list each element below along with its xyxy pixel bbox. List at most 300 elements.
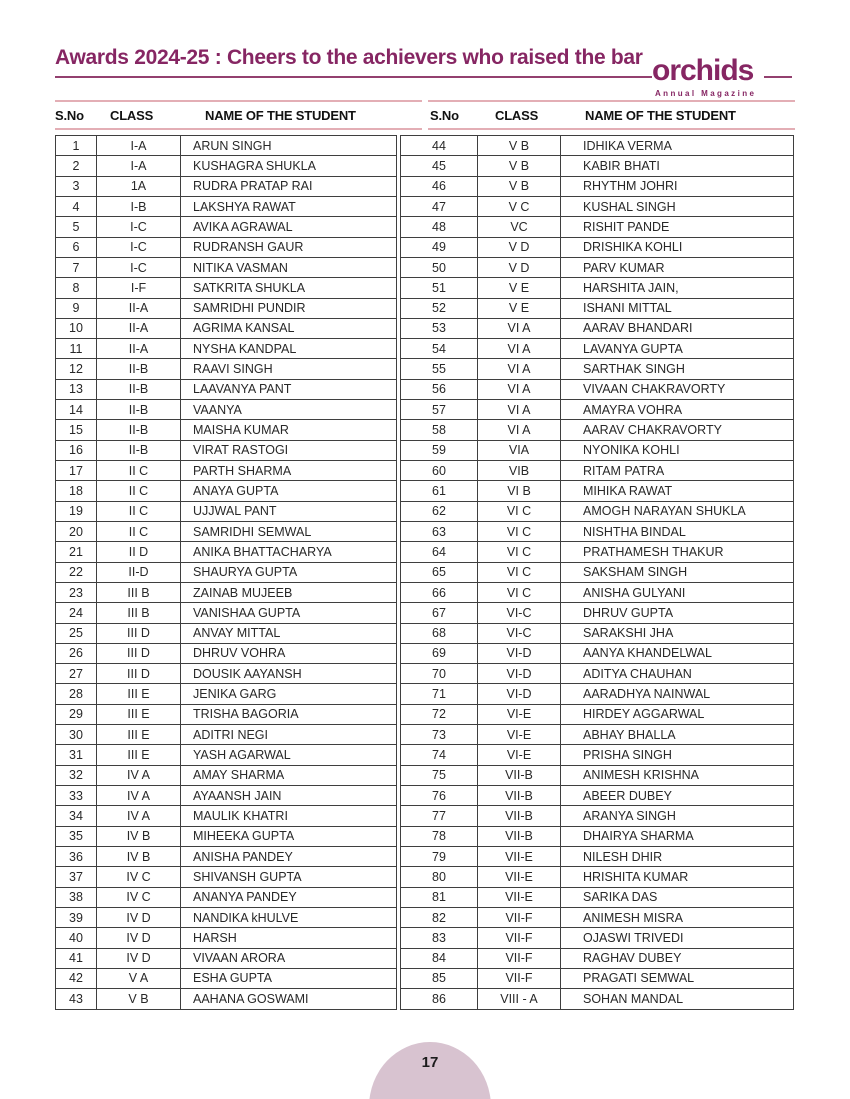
student-name-cell: ANANYA PANDEY: [181, 887, 397, 907]
table-row: [56, 745, 397, 765]
sno-cell: 67: [401, 603, 478, 623]
sno-cell: 16: [56, 440, 97, 460]
sno-cell: 69: [401, 643, 478, 663]
table-row: [56, 826, 397, 846]
class-cell: VI C: [478, 562, 561, 582]
class-cell: II C: [97, 461, 181, 481]
class-cell: I-C: [97, 217, 181, 237]
sno-cell: 25: [56, 623, 97, 643]
table-row: [401, 684, 794, 704]
table-row: [401, 298, 794, 318]
table-row: [56, 461, 397, 481]
sno-cell: 5: [56, 217, 97, 237]
student-name-cell: RHYTHM JOHRI: [561, 176, 794, 196]
student-name-cell: ANISHA PANDEY: [181, 846, 397, 866]
table-row: [401, 928, 794, 948]
student-name-cell: UJJWAL PANT: [181, 501, 397, 521]
class-cell: III B: [97, 582, 181, 602]
table-row: [56, 846, 397, 866]
sno-cell: 9: [56, 298, 97, 318]
class-cell: III D: [97, 623, 181, 643]
sno-cell: 50: [401, 257, 478, 277]
sno-cell: 68: [401, 623, 478, 643]
sno-cell: 64: [401, 542, 478, 562]
student-name-cell: AARAV BHANDARI: [561, 318, 794, 338]
sno-cell: 41: [56, 948, 97, 968]
class-cell: IV A: [97, 806, 181, 826]
table-row: [401, 562, 794, 582]
student-name-cell: AMAY SHARMA: [181, 765, 397, 785]
class-cell: VI-D: [478, 664, 561, 684]
student-name-cell: VIRAT RASTOGI: [181, 440, 397, 460]
table-row: [401, 664, 794, 684]
student-name-cell: PRISHA SINGH: [561, 745, 794, 765]
table-row: [56, 786, 397, 806]
sno-cell: 2: [56, 156, 97, 176]
student-name-cell: MAISHA KUMAR: [181, 420, 397, 440]
class-cell: V A: [97, 968, 181, 988]
sno-cell: 59: [401, 440, 478, 460]
table-row: [401, 725, 794, 745]
sno-cell: 61: [401, 481, 478, 501]
table-row: [401, 196, 794, 216]
table-row: [56, 298, 397, 318]
student-name-cell: PARV KUMAR: [561, 257, 794, 277]
sno-cell: 38: [56, 887, 97, 907]
table-row: [56, 684, 397, 704]
table-row: [56, 156, 397, 176]
student-name-cell: RISHIT PANDE: [561, 217, 794, 237]
sno-cell: 48: [401, 217, 478, 237]
student-name-cell: LAVANYA GUPTA: [561, 339, 794, 359]
table-row: [401, 846, 794, 866]
table-row: [56, 725, 397, 745]
sno-cell: 10: [56, 318, 97, 338]
student-name-cell: ARUN SINGH: [181, 136, 397, 156]
table-row: [401, 400, 794, 420]
sno-cell: 28: [56, 684, 97, 704]
student-name-cell: HIRDEY AGGARWAL: [561, 704, 794, 724]
student-name-cell: AARADHYA NAINWAL: [561, 684, 794, 704]
sno-cell: 22: [56, 562, 97, 582]
sno-cell: 52: [401, 298, 478, 318]
table-row: [401, 420, 794, 440]
sno-cell: 75: [401, 765, 478, 785]
table-row: [401, 359, 794, 379]
table-row: [56, 420, 397, 440]
table-row: [401, 136, 794, 156]
sno-cell: 82: [401, 907, 478, 927]
class-cell: VI-E: [478, 745, 561, 765]
sno-cell: 73: [401, 725, 478, 745]
class-cell: VII-B: [478, 765, 561, 785]
sno-cell: 15: [56, 420, 97, 440]
class-cell: II-B: [97, 359, 181, 379]
sno-cell: 66: [401, 582, 478, 602]
student-name-cell: AMAYRA VOHRA: [561, 400, 794, 420]
class-cell: V D: [478, 237, 561, 257]
class-cell: VII-B: [478, 786, 561, 806]
student-name-cell: DOUSIK AAYANSH: [181, 664, 397, 684]
table-row: [401, 603, 794, 623]
table-row: [56, 359, 397, 379]
sno-cell: 65: [401, 562, 478, 582]
class-cell: IV B: [97, 826, 181, 846]
sno-cell: 43: [56, 989, 97, 1010]
table-row: [401, 318, 794, 338]
class-cell: II-B: [97, 400, 181, 420]
student-name-cell: LAAVANYA PANT: [181, 379, 397, 399]
class-cell: IV A: [97, 765, 181, 785]
table-row: [401, 379, 794, 399]
table-row: [56, 257, 397, 277]
sno-cell: 20: [56, 521, 97, 541]
table-row: [401, 156, 794, 176]
student-name-cell: ANIMESH KRISHNA: [561, 765, 794, 785]
sno-cell: 27: [56, 664, 97, 684]
student-name-cell: AAHANA GOSWAMI: [181, 989, 397, 1010]
sno-cell: 7: [56, 257, 97, 277]
student-name-cell: PRATHAMESH THAKUR: [561, 542, 794, 562]
sno-cell: 56: [401, 379, 478, 399]
table-row: [401, 623, 794, 643]
sno-cell: 45: [401, 156, 478, 176]
awards-table-left: [55, 135, 397, 1010]
table-row: [56, 562, 397, 582]
student-name-cell: SARTHAK SINGH: [561, 359, 794, 379]
table-row: [56, 379, 397, 399]
class-cell: VI A: [478, 359, 561, 379]
student-name-cell: IDHIKA VERMA: [561, 136, 794, 156]
sno-cell: 81: [401, 887, 478, 907]
column-header-name: NAME OF THE STUDENT: [205, 108, 356, 123]
table-row: [56, 928, 397, 948]
table-row: [56, 217, 397, 237]
student-name-cell: ADITRI NEGI: [181, 725, 397, 745]
student-name-cell: AMOGH NARAYAN SHUKLA: [561, 501, 794, 521]
student-name-cell: RAGHAV DUBEY: [561, 948, 794, 968]
table-row: [401, 521, 794, 541]
table-row: [56, 704, 397, 724]
class-cell: III E: [97, 745, 181, 765]
class-cell: VI C: [478, 521, 561, 541]
table-row: [401, 481, 794, 501]
student-name-cell: SHIVANSH GUPTA: [181, 867, 397, 887]
sno-cell: 30: [56, 725, 97, 745]
sno-cell: 78: [401, 826, 478, 846]
sno-cell: 17: [56, 461, 97, 481]
class-cell: II-A: [97, 318, 181, 338]
table-row: [56, 176, 397, 196]
table-row: [56, 339, 397, 359]
class-cell: II C: [97, 521, 181, 541]
student-name-cell: YASH AGARWAL: [181, 745, 397, 765]
student-name-cell: ANIMESH MISRA: [561, 907, 794, 927]
student-name-cell: SAKSHAM SINGH: [561, 562, 794, 582]
class-cell: IV C: [97, 887, 181, 907]
table-row: [56, 887, 397, 907]
class-cell: VI-D: [478, 643, 561, 663]
class-cell: II-B: [97, 420, 181, 440]
table-row: [401, 461, 794, 481]
table-row: [56, 501, 397, 521]
student-name-cell: HARSH: [181, 928, 397, 948]
student-name-cell: AGRIMA KANSAL: [181, 318, 397, 338]
awards-table-right: [400, 135, 794, 1010]
sno-cell: 84: [401, 948, 478, 968]
student-name-cell: ANVAY MITTAL: [181, 623, 397, 643]
table-row: [401, 278, 794, 298]
class-cell: III E: [97, 704, 181, 724]
column-header-sno: S.No: [430, 108, 459, 123]
sno-cell: 54: [401, 339, 478, 359]
table-row: [56, 867, 397, 887]
student-name-cell: AARAV CHAKRAVORTY: [561, 420, 794, 440]
class-cell: VI-D: [478, 684, 561, 704]
student-name-cell: RUDRANSH GAUR: [181, 237, 397, 257]
class-cell: VII-E: [478, 846, 561, 866]
class-cell: V B: [478, 176, 561, 196]
student-name-cell: SHAURYA GUPTA: [181, 562, 397, 582]
sno-cell: 39: [56, 907, 97, 927]
class-cell: V B: [478, 136, 561, 156]
sno-cell: 36: [56, 846, 97, 866]
sno-cell: 37: [56, 867, 97, 887]
class-cell: I-C: [97, 257, 181, 277]
table-row: [401, 643, 794, 663]
column-header-class: CLASS: [110, 108, 154, 123]
class-cell: V E: [478, 298, 561, 318]
student-name-cell: SOHAN MANDAL: [561, 989, 794, 1010]
class-cell: IV D: [97, 948, 181, 968]
table-row: [56, 643, 397, 663]
class-cell: V C: [478, 196, 561, 216]
table-row: [401, 968, 794, 988]
sno-cell: 80: [401, 867, 478, 887]
table-row: [56, 136, 397, 156]
class-cell: II C: [97, 481, 181, 501]
class-cell: VI A: [478, 420, 561, 440]
sno-cell: 14: [56, 400, 97, 420]
student-name-cell: RUDRA PRATAP RAI: [181, 176, 397, 196]
table-row: [56, 948, 397, 968]
sno-cell: 85: [401, 968, 478, 988]
class-cell: VI A: [478, 318, 561, 338]
student-name-cell: MIHIKA RAWAT: [561, 481, 794, 501]
student-name-cell: ABHAY BHALLA: [561, 725, 794, 745]
student-name-cell: SARAKSHI JHA: [561, 623, 794, 643]
class-cell: VC: [478, 217, 561, 237]
class-cell: V B: [478, 156, 561, 176]
table-row: [56, 664, 397, 684]
sno-cell: 79: [401, 846, 478, 866]
class-cell: II-A: [97, 339, 181, 359]
table-row: [56, 318, 397, 338]
sno-cell: 42: [56, 968, 97, 988]
table-row: [56, 278, 397, 298]
class-cell: I-C: [97, 237, 181, 257]
class-cell: VII-B: [478, 806, 561, 826]
student-name-cell: RAAVI SINGH: [181, 359, 397, 379]
class-cell: I-F: [97, 278, 181, 298]
table-header-right: [428, 100, 795, 130]
sno-cell: 11: [56, 339, 97, 359]
table-row: [401, 948, 794, 968]
student-name-cell: ANAYA GUPTA: [181, 481, 397, 501]
table-row: [401, 237, 794, 257]
sno-cell: 44: [401, 136, 478, 156]
column-header-class: CLASS: [495, 108, 539, 123]
student-name-cell: SATKRITA SHUKLA: [181, 278, 397, 298]
class-cell: VI-C: [478, 623, 561, 643]
sno-cell: 58: [401, 420, 478, 440]
sno-cell: 63: [401, 521, 478, 541]
class-cell: VI A: [478, 379, 561, 399]
student-name-cell: DHAIRYA SHARMA: [561, 826, 794, 846]
sno-cell: 46: [401, 176, 478, 196]
class-cell: VI-E: [478, 704, 561, 724]
class-cell: VI C: [478, 501, 561, 521]
class-cell: VII-E: [478, 867, 561, 887]
table-row: [401, 887, 794, 907]
sno-cell: 23: [56, 582, 97, 602]
sno-cell: 13: [56, 379, 97, 399]
sno-cell: 74: [401, 745, 478, 765]
student-name-cell: ANISHA GULYANI: [561, 582, 794, 602]
student-name-cell: NILESH DHIR: [561, 846, 794, 866]
class-cell: VI B: [478, 481, 561, 501]
student-name-cell: ISHANI MITTAL: [561, 298, 794, 318]
student-name-cell: KUSHAL SINGH: [561, 196, 794, 216]
student-name-cell: PRAGATI SEMWAL: [561, 968, 794, 988]
table-row: [56, 440, 397, 460]
table-row: [56, 968, 397, 988]
sno-cell: 34: [56, 806, 97, 826]
class-cell: III D: [97, 664, 181, 684]
student-name-cell: KABIR BHATI: [561, 156, 794, 176]
student-name-cell: DHRUV GUPTA: [561, 603, 794, 623]
sno-cell: 18: [56, 481, 97, 501]
student-name-cell: SAMRIDHI PUNDIR: [181, 298, 397, 318]
sno-cell: 49: [401, 237, 478, 257]
class-cell: VI C: [478, 582, 561, 602]
table-row: [401, 176, 794, 196]
student-name-cell: AANYA KHANDELWAL: [561, 643, 794, 663]
student-name-cell: PARTH SHARMA: [181, 461, 397, 481]
table-row: [401, 339, 794, 359]
sno-cell: 8: [56, 278, 97, 298]
table-row: [56, 623, 397, 643]
table-row: [56, 400, 397, 420]
class-cell: III E: [97, 725, 181, 745]
sno-cell: 29: [56, 704, 97, 724]
class-cell: II C: [97, 501, 181, 521]
page-title: Awards 2024-25 : Cheers to the achievers who raised the bar: [55, 46, 643, 69]
sno-cell: 6: [56, 237, 97, 257]
table-row: [401, 501, 794, 521]
column-header-name: NAME OF THE STUDENT: [585, 108, 736, 123]
orchids-logo-subtitle: Annual Magazine: [655, 89, 757, 98]
student-name-cell: AYAANSH JAIN: [181, 786, 397, 806]
class-cell: I-B: [97, 196, 181, 216]
page-number-oval: [369, 1042, 491, 1099]
table-row: [56, 196, 397, 216]
table-row: [56, 237, 397, 257]
table-row: [56, 521, 397, 541]
class-cell: II-B: [97, 379, 181, 399]
student-name-cell: NYONIKA KOHLI: [561, 440, 794, 460]
table-row: [401, 704, 794, 724]
sno-cell: 47: [401, 196, 478, 216]
class-cell: V D: [478, 257, 561, 277]
sno-cell: 26: [56, 643, 97, 663]
class-cell: III E: [97, 684, 181, 704]
table-header-left: [55, 100, 422, 130]
class-cell: 1A: [97, 176, 181, 196]
sno-cell: 40: [56, 928, 97, 948]
sno-cell: 33: [56, 786, 97, 806]
table-row: [56, 481, 397, 501]
sno-cell: 55: [401, 359, 478, 379]
student-name-cell: ANIKA BHATTACHARYA: [181, 542, 397, 562]
table-row: [56, 806, 397, 826]
student-name-cell: RITAM PATRA: [561, 461, 794, 481]
table-row: [401, 826, 794, 846]
sno-cell: 70: [401, 664, 478, 684]
student-name-cell: VIVAAN CHAKRAVORTY: [561, 379, 794, 399]
table-row: [401, 582, 794, 602]
class-cell: II-A: [97, 298, 181, 318]
sno-cell: 1: [56, 136, 97, 156]
sno-cell: 62: [401, 501, 478, 521]
class-cell: III B: [97, 603, 181, 623]
student-name-cell: ABEER DUBEY: [561, 786, 794, 806]
student-name-cell: MAULIK KHATRI: [181, 806, 397, 826]
table-row: [56, 989, 397, 1010]
class-cell: VII-B: [478, 826, 561, 846]
class-cell: IV C: [97, 867, 181, 887]
table-row: [401, 867, 794, 887]
class-cell: VIB: [478, 461, 561, 481]
student-name-cell: SARIKA DAS: [561, 887, 794, 907]
sno-cell: 19: [56, 501, 97, 521]
sno-cell: 53: [401, 318, 478, 338]
class-cell: IV B: [97, 846, 181, 866]
table-row: [401, 765, 794, 785]
class-cell: VII-E: [478, 887, 561, 907]
orchids-logo-wordmark: orchids: [652, 54, 754, 87]
student-name-cell: OJASWI TRIVEDI: [561, 928, 794, 948]
table-row: [401, 806, 794, 826]
sno-cell: 83: [401, 928, 478, 948]
table-row: [56, 542, 397, 562]
sno-cell: 32: [56, 765, 97, 785]
student-name-cell: HRISHITA KUMAR: [561, 867, 794, 887]
student-name-cell: KUSHAGRA SHUKLA: [181, 156, 397, 176]
student-name-cell: VANISHAA GUPTA: [181, 603, 397, 623]
sno-cell: 12: [56, 359, 97, 379]
student-name-cell: NANDIKA kHULVE: [181, 907, 397, 927]
table-row: [401, 786, 794, 806]
class-cell: II-B: [97, 440, 181, 460]
table-row: [56, 907, 397, 927]
sno-cell: 51: [401, 278, 478, 298]
student-name-cell: HARSHITA JAIN,: [561, 278, 794, 298]
class-cell: VI A: [478, 400, 561, 420]
table-row: [56, 765, 397, 785]
student-name-cell: TRISHA BAGORIA: [181, 704, 397, 724]
student-name-cell: ADITYA CHAUHAN: [561, 664, 794, 684]
